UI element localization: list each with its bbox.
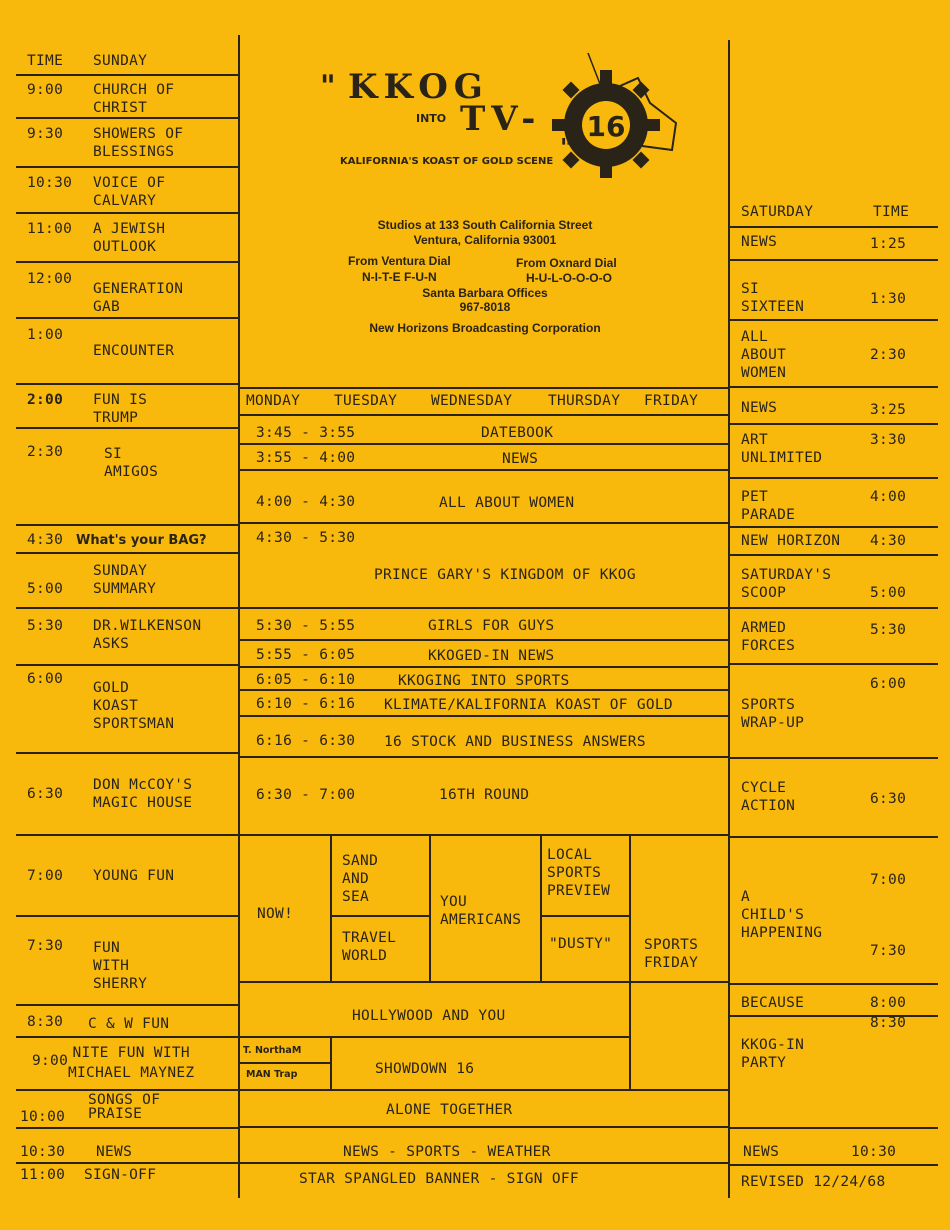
weekday-header-thursday: THURSDAY xyxy=(548,393,621,409)
sunday-time: 10:30 xyxy=(27,175,73,191)
weekday-time: 3:45 - 3:55 xyxy=(256,425,356,441)
sunday-show: NEWS xyxy=(96,1144,133,1160)
sunday-show: C & W FUN xyxy=(88,1016,170,1032)
saturday-show: ART UNLIMITED xyxy=(741,432,823,466)
show-local-sports-preview: LOCAL SPORTS PREVIEW xyxy=(547,847,611,899)
show-alone-together: ALONE TOGETHER xyxy=(386,1102,513,1118)
saturday-show: A CHILD'S HAPPENING xyxy=(741,889,823,941)
saturday-day-header: SATURDAY xyxy=(741,204,814,220)
logo-tagline: KALIFORNIA'S KOAST OF GOLD SCENE xyxy=(340,156,554,167)
sunday-time: 7:30 xyxy=(27,938,64,954)
sunday-show: GENERATION GAB xyxy=(93,281,184,315)
sb-offices: Santa Barbara Offices xyxy=(422,286,548,300)
sunday-show: SONGS OF PRAISE xyxy=(88,1092,161,1122)
saturday-time: 4:30 xyxy=(870,533,907,549)
revised-date: REVISED 12/24/68 xyxy=(741,1174,886,1190)
saturday-time: 7:00 xyxy=(870,872,907,888)
sunday-show: YOUNG FUN xyxy=(93,868,175,884)
saturday-show: NEW HORIZON xyxy=(741,533,841,549)
saturday-time: 5:30 xyxy=(870,622,907,638)
sunday-day-header: SUNDAY xyxy=(93,53,148,69)
oxnard-dial: H-U-L-O-O-O-O xyxy=(526,271,612,285)
weekday-time: 6:10 - 6:16 xyxy=(256,696,356,712)
weekday-show: PRINCE GARY'S KINGDOM OF KKOG xyxy=(374,567,636,583)
saturday-show: PET PARADE xyxy=(741,489,796,523)
sunday-time: 2:30 xyxy=(27,444,64,460)
show-hollywood-and-you: HOLLYWOOD AND YOU xyxy=(352,1008,506,1024)
ventura-label: From Ventura Dial xyxy=(348,254,451,268)
weekday-show: KKOGING INTO SPORTS xyxy=(398,673,570,689)
saturday-show: NEWS xyxy=(741,400,778,416)
weekday-time: 4:00 - 4:30 xyxy=(256,494,356,510)
sunday-show: SUNDAY SUMMARY xyxy=(93,563,157,597)
saturday-show: CYCLE ACTION xyxy=(741,780,796,814)
sunday-time: 11:00 xyxy=(27,221,73,237)
logo-kkog: KKOG xyxy=(348,67,489,107)
sunday-time-header: TIME xyxy=(27,53,64,69)
sunday-show-handwritten: What's your BAG? xyxy=(76,533,207,548)
sunday-time: 2:00 xyxy=(27,392,64,408)
studio-city: Ventura, California 93001 xyxy=(413,233,557,247)
sunday-time: 1:00 xyxy=(27,327,64,343)
sunday-time: 9:00 xyxy=(27,82,64,98)
sunday-show: SHOWERS OF BLESSINGS xyxy=(93,126,184,160)
show-t-northam-handwritten: T. NorthaM xyxy=(243,1045,302,1056)
saturday-time-header: TIME xyxy=(873,204,910,220)
sunday-time: 7:00 xyxy=(27,868,64,884)
saturday-time: 6:30 xyxy=(870,791,907,807)
weekday-header-wednesday: WEDNESDAY xyxy=(431,393,513,409)
saturday-show: NEWS xyxy=(741,234,778,250)
sunday-show: FUN IS TRUMP xyxy=(93,392,148,426)
saturday-time: 10:30 xyxy=(851,1144,897,1160)
show-showdown-16: SHOWDOWN 16 xyxy=(375,1061,475,1077)
svg-text:": " xyxy=(560,133,573,162)
saturday-show: SPORTS WRAP-UP xyxy=(741,697,805,731)
weekday-time: 3:55 - 4:00 xyxy=(256,450,356,466)
show-news-sports-weather: NEWS - SPORTS - WEATHER xyxy=(343,1144,551,1160)
saturday-time: 5:00 xyxy=(870,585,907,601)
kkog-logo xyxy=(320,48,680,188)
saturday-time: 3:30 xyxy=(870,432,907,448)
saturday-time: 6:00 xyxy=(870,676,907,692)
saturday-show: ALL ABOUT WOMEN xyxy=(741,329,787,381)
saturday-time: 8:30 xyxy=(870,1015,907,1031)
weekday-time: 6:16 - 6:30 xyxy=(256,733,356,749)
saturday-time: 1:25 xyxy=(870,236,907,252)
ventura-dial: N-I-T-E F-U-N xyxy=(362,270,437,284)
show-man-trap-handwritten: MAN Trap xyxy=(246,1069,298,1080)
sunday-show: SI AMIGOS xyxy=(104,446,159,480)
saturday-time: 8:00 xyxy=(870,995,907,1011)
sunday-time: 10:00 xyxy=(20,1109,66,1125)
sunday-show: VOICE OF CALVARY xyxy=(93,175,166,209)
weekday-show: DATEBOOK xyxy=(481,425,554,441)
saturday-time: 7:30 xyxy=(870,943,907,959)
show-now: NOW! xyxy=(257,906,294,922)
logo-tv: TV- xyxy=(460,99,542,139)
weekday-show: 16TH ROUND xyxy=(439,787,530,803)
saturday-time: 2:30 xyxy=(870,347,907,363)
saturday-time: 3:25 xyxy=(870,402,907,418)
weekday-show: ALL ABOUT WOMEN xyxy=(439,495,575,511)
sunday-time: 11:00 xyxy=(20,1167,66,1183)
saturday-show: ARMED FORCES xyxy=(741,620,796,654)
corporation: New Horizons Broadcasting Corporation xyxy=(369,321,601,335)
oxnard-label: From Oxnard Dial xyxy=(516,256,617,270)
sunday-time: 9:30 xyxy=(27,126,64,142)
sunday-time: 5:30 xyxy=(27,618,64,634)
weekday-header-tuesday: TUESDAY xyxy=(334,393,398,409)
sunday-show: GOLD KOAST SPORTSMAN xyxy=(93,680,175,732)
sunday-time: 6:30 xyxy=(27,786,64,802)
show-sand-and-sea: SAND AND SEA xyxy=(342,853,379,905)
weekday-header-monday: MONDAY xyxy=(246,393,301,409)
weekday-time: 5:30 - 5:55 xyxy=(256,618,356,634)
sunday-time: 12:00 xyxy=(27,271,73,287)
sunday-show: FUN WITH SHERRY xyxy=(93,940,148,992)
weekday-time: 6:30 - 7:00 xyxy=(256,787,356,803)
sunday-show: SIGN-OFF xyxy=(84,1167,157,1183)
svg-text:": " xyxy=(320,69,336,104)
sunday-show: NITE FUN WITH MICHAEL MAYNEZ xyxy=(68,1045,195,1081)
show-dusty: "DUSTY" xyxy=(549,936,613,952)
handwritten-entry-area xyxy=(74,529,236,551)
phone: 967-8018 xyxy=(459,300,511,314)
weekday-show: 16 STOCK AND BUSINESS ANSWERS xyxy=(384,734,646,750)
weekday-show: KKOGED-IN NEWS xyxy=(428,648,555,664)
sunday-show: CHURCH OF CHRIST xyxy=(93,82,175,116)
weekday-time: 4:30 - 5:30 xyxy=(256,530,356,546)
sunday-show: A JEWISH OUTLOOK xyxy=(93,221,166,255)
saturday-show: SI SIXTEEN xyxy=(741,281,805,315)
sunday-time: 8:30 xyxy=(27,1014,64,1030)
logo-into: INTO xyxy=(416,112,447,125)
sunday-time: 6:00 xyxy=(27,671,64,687)
sunday-time: 4:30 xyxy=(27,532,64,548)
weekday-time: 6:05 - 6:10 xyxy=(256,672,356,688)
studio-address: Studios at 133 South California Street xyxy=(377,218,593,232)
saturday-time: 1:30 xyxy=(870,291,907,307)
weekday-show: KLIMATE/KALIFORNIA KOAST OF GOLD xyxy=(384,697,673,713)
saturday-show: BECAUSE xyxy=(741,995,805,1011)
weekday-show: GIRLS FOR GUYS xyxy=(428,618,555,634)
saturday-show: KKOG-IN PARTY xyxy=(741,1037,805,1071)
show-sports-friday: SPORTS FRIDAY xyxy=(644,937,699,971)
sunday-time: 10:30 xyxy=(20,1144,66,1160)
saturday-show: NEWS xyxy=(743,1144,780,1160)
sunday-time: 5:00 xyxy=(27,581,64,597)
show-you-americans: YOU AMERICANS xyxy=(440,894,522,928)
sunday-show: ENCOUNTER xyxy=(93,343,175,359)
weekday-time: 5:55 - 6:05 xyxy=(256,647,356,663)
saturday-show: SATURDAY'S SCOOP xyxy=(741,567,832,601)
show-travel-world: TRAVEL WORLD xyxy=(342,930,397,964)
logo-channel: 16 xyxy=(586,110,626,143)
weekday-header-friday: FRIDAY xyxy=(644,393,699,409)
weekday-show: NEWS xyxy=(502,451,539,467)
show-star-spangled-banner: STAR SPANGLED BANNER - SIGN OFF xyxy=(299,1171,579,1187)
sunday-show: DON McCOY'S MAGIC HOUSE xyxy=(93,777,193,811)
saturday-time: 4:00 xyxy=(870,489,907,505)
sunday-show: DR.WILKENSON ASKS xyxy=(93,618,202,652)
sunday-time: 9:00 xyxy=(32,1053,69,1069)
